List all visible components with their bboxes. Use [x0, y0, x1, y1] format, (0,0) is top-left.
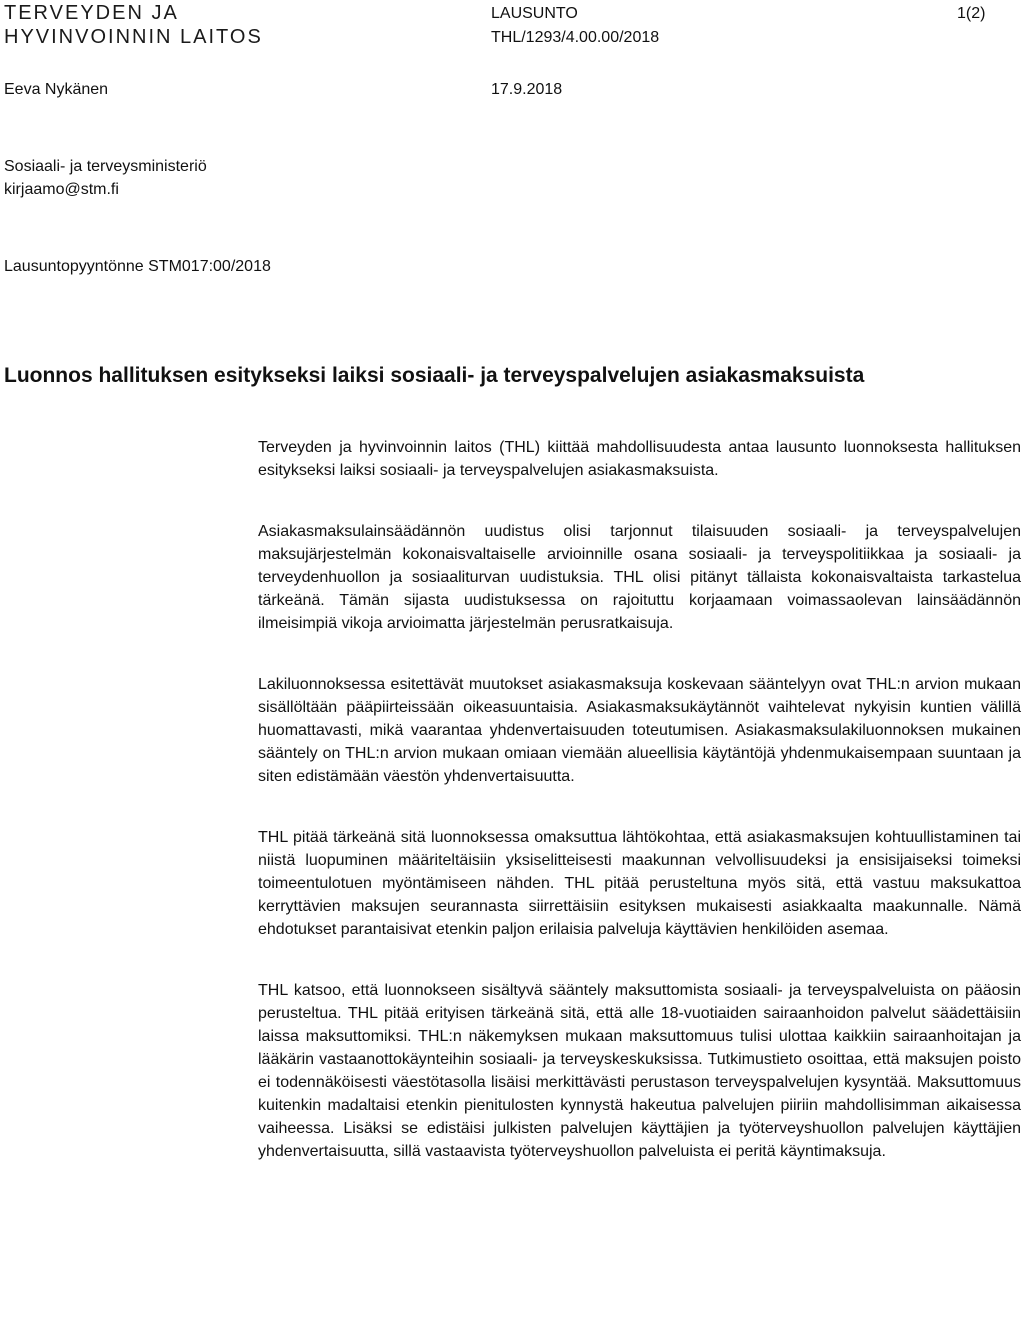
- recipient-name: Sosiaali- ja terveysministeriö: [4, 158, 207, 175]
- document-type: LAUSUNTO: [491, 5, 578, 22]
- paragraph: Terveyden ja hyvinvoinnin laitos (THL) kiittää mahdollisuudesta antaa lausunto luonnoksesta hallituksen esitykseksi laiksi sosiaali- ja terveyspalvelujen asiakasmaksuista.: [258, 439, 1021, 479]
- document-title: Luonnos hallituksen esitykseksi laiksi sosiaali- ja terveyspalvelujen asiakasmaksuista: [4, 364, 865, 387]
- reference-line: Lausuntopyyntönne STM017:00/2018: [4, 258, 271, 275]
- page-number: 1(2): [957, 5, 986, 22]
- organization-name-line1: TERVEYDEN JA: [4, 2, 179, 24]
- paragraph: THL pitää tärkeänä sitä luonnoksessa omaksuttua lähtökohtaa, että asiakasmaksujen kohtuullistaminen tai niistä luopuminen määriteltäisiin yksiselitteisesti maakunnan velvollisuudeksi ja ensisijaiseksi toimeksi toimeentulotuen myöntämiseen nähden. THL pitää perusteltuna myös sitä, että vastuu maksukattoa kerryttävien maksujen seurannasta siirrettäisiin esityksen mukaisesti asiakkaalta maakunnalle. Nämä ehdotukset parantaisivat etenkin paljon erilaisia palveluja käyttävien henkilöiden asemaa.: [258, 829, 1021, 938]
- paragraph: Asiakasmaksulainsäädännön uudistus olisi tarjonnut tilaisuuden sosiaali- ja terveyspalvelujen maksujärjestelmän kokonaisvaltaiselle arvioinnille osana sosiaali- ja terveyspolitiikkaa ja sosiaali- ja terveydenhuollon ja sosiaaliturvan uudistuksia. THL olisi pitänyt tällaista kokonaisvaltaista tarkastelua tärkeänä. Tämän sijasta uudistuksessa on rajoituttu korjaamaan voimassaolevan lainsäädännön ilmeisimpiä vikoja arvioimatta järjestelmän perusratkaisuja.: [258, 523, 1021, 632]
- document-date: 17.9.2018: [491, 81, 563, 98]
- statement-body: [258, 436, 1021, 1201]
- organization-name-line2: HYVINVOINNIN LAITOS: [4, 26, 263, 48]
- paragraph: THL katsoo, että luonnokseen sisältyvä sääntely maksuttomista sosiaali- ja terveyspalveluista on pääosin perusteltua. THL pitää erityisen tärkeänä sitä, että alle 18-vuotiaiden sairaanhoidon palvelut säädettäisiin laissa maksuttomiksi. THL:n näkemyksen mukaan maksuttomuus tulisi ulottaa kaikkiin sairaanhoitajan ja lääkärin vastaanottokäynteihin sosiaali- ja terveyskeskuksissa. Tutkimustieto osoittaa, että maksujen poisto ei todennäköisesti väestötasolla lisäisi merkittävästi perustason terveyspalvelujen kysyntää. Maksuttomuus kuitenkin madaltaisi etenkin pienitulosten kynnystä hakeutua palvelujen piiriin mahdollisimman aikaisessa vaiheessa. Lisäksi se edistäisi julkisten palvelujen käyttäjien ja työterveyshuollon palvelujen käyttäjien yhdenvertaisuutta, sillä vastaavista työterveyshuollon palveluista ei peritä käyntimaksuja.: [258, 982, 1021, 1160]
- author-name: Eeva Nykänen: [4, 81, 109, 98]
- recipient-email: kirjaamo@stm.fi: [4, 181, 119, 198]
- document-number: THL/1293/4.00.00/2018: [491, 29, 660, 46]
- paragraph: Lakiluonnoksessa esitettävät muutokset asiakasmaksuja koskevaan sääntelyyn ovat THL:n arvion mukaan sisällöltään pääpiirteissään oikeasuuntaisia. Asiakasmaksukäytännöt vaihtelevat nykyisin kuntien välillä huomattavasti, mikä vaarantaa yhdenvertaisuuden toteutumisen. Asiakasmaksulakiluonnoksen mukainen sääntely on THL:n arvion mukaan omiaan viemään alueellisia käytäntöjä yhdenmukaisempaan suuntaan ja siten edistämään väestön yhdenvertaisuutta.: [258, 676, 1021, 785]
